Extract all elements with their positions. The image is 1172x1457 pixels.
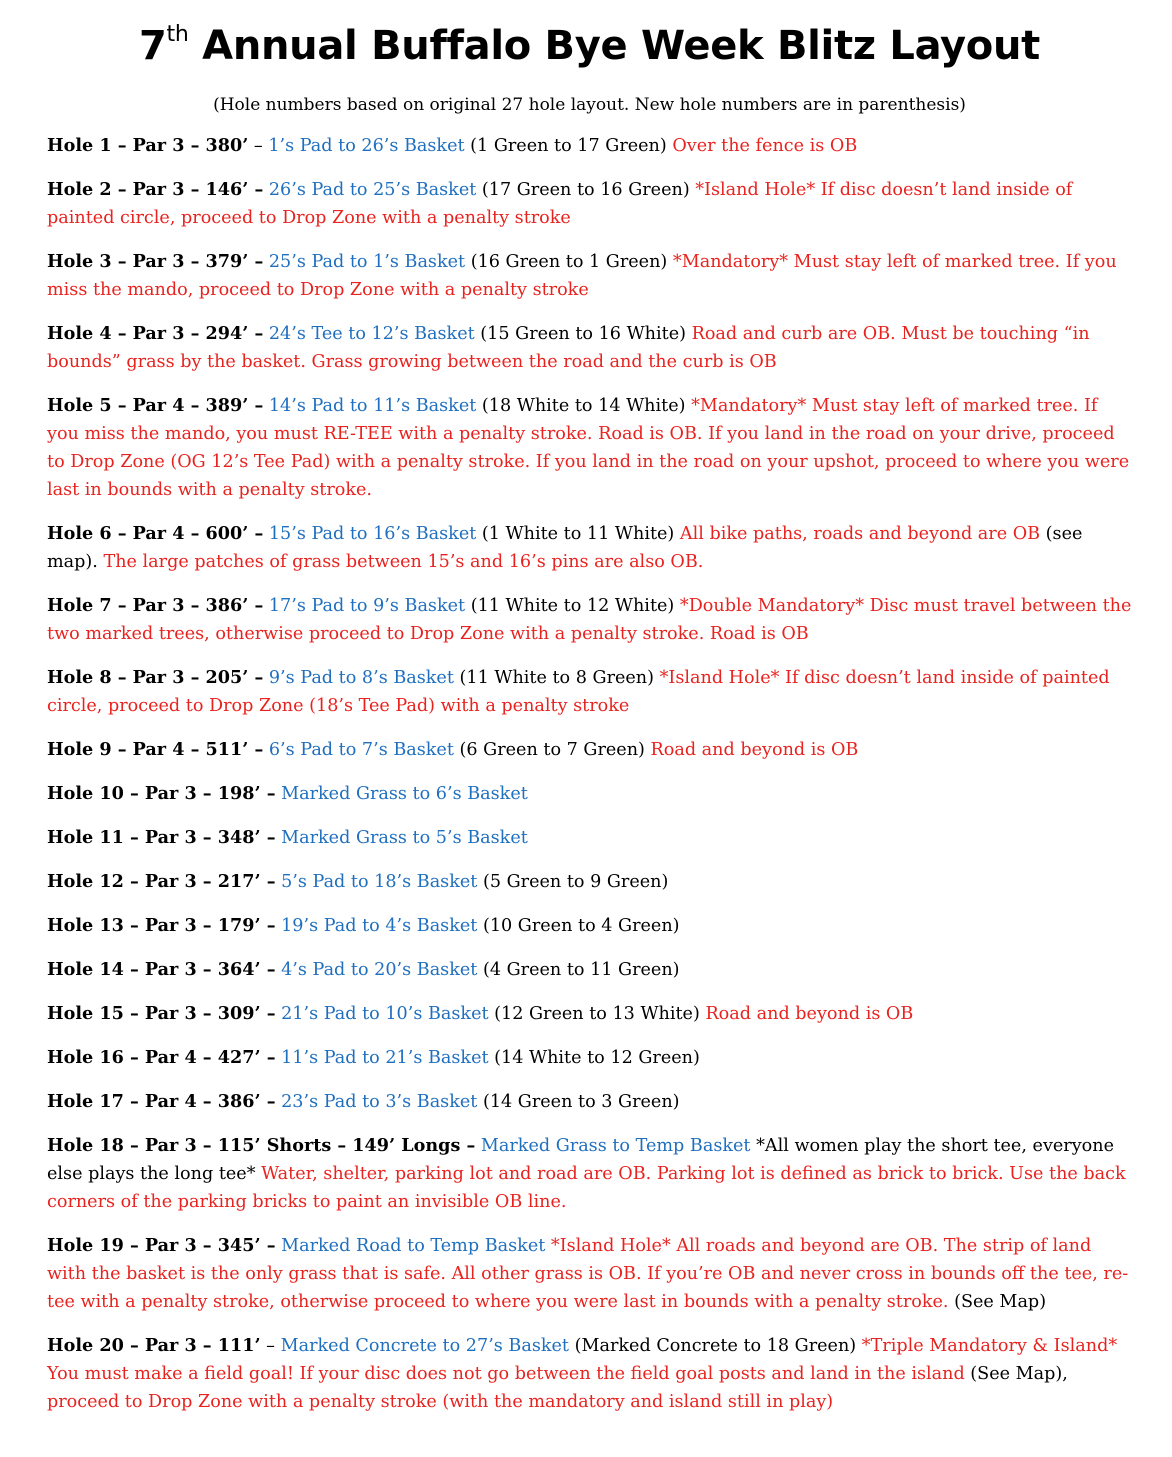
hole-route: Marked Grass to Temp Basket: [475, 1136, 751, 1156]
hole-label: Hole 4 – Par 3 – 294’ –: [47, 323, 264, 344]
hole-entry: [47, 664, 1132, 720]
hole-note: (See Map): [948, 1292, 1047, 1312]
hole-label: Hole 2 – Par 3 – 146’ –: [47, 179, 264, 200]
hole-route: 23’s Pad to 3’s Basket: [275, 1092, 478, 1112]
hole-entry: [47, 912, 1132, 940]
hole-rule: Road and beyond is OB: [705, 1004, 914, 1024]
hole-note: *All women play the short tee, everyone else plays the long tee*: [47, 1136, 1114, 1184]
hole-rule: The large patches of grass between 15’s and 16’s pins are also OB.: [103, 552, 704, 572]
hole-label: Hole 8 – Par 3 – 205’ –: [47, 667, 264, 688]
hole-label: Hole 12 – Par 3 – 217’ –: [47, 871, 276, 892]
hole-rule: Over the fence is OB: [672, 136, 858, 156]
hole-label: Hole 3 – Par 3 – 379’ –: [47, 251, 264, 272]
hole-entry: [47, 592, 1132, 648]
hole-note: (Marked Concrete to 18 Green): [569, 1336, 862, 1356]
hole-route: 14’s Pad to 11’s Basket: [263, 396, 477, 416]
hole-route: 17’s Pad to 9’s Basket: [263, 596, 466, 616]
hole-label: Hole 16 – Par 4 – 427’ –: [47, 1047, 276, 1068]
hole-note: –: [248, 136, 269, 156]
hole-rule: *Triple Mandatory & Island* You must make a field goal! If your disc does not go between the field goal posts and land in the island: [47, 1336, 1118, 1384]
hole-route: 21’s Pad to 10’s Basket: [275, 1004, 489, 1024]
hole-rule: *Mandatory* Must stay left of marked tree. If you miss the mando, you must RE-TEE with a penalty stroke. Road is OB. If you land in the road on your drive, proceed to Drop Zone (OG 12’s Tee Pad) with a penalty stroke. If you land in the road on your upshot, proceed to where you were last in bounds with a penalty stroke.: [47, 396, 1130, 500]
hole-rule: *Mandatory* Must stay left of marked tree. If you miss the mando, proceed to Drop Zone with a penalty stroke: [47, 252, 1117, 300]
hole-entry: [47, 736, 1132, 764]
hole-rule: proceed to Drop Zone with a penalty stroke (with the mandatory and island still in play): [47, 1392, 834, 1412]
page-title: [47, 18, 1132, 74]
hole-route: 4’s Pad to 20’s Basket: [275, 960, 478, 980]
title-superscript: th: [166, 22, 189, 47]
hole-entry: [47, 1232, 1132, 1316]
hole-entry: [47, 1088, 1132, 1116]
hole-route: Marked Grass to 6’s Basket: [275, 784, 528, 804]
title-text-pre: 7: [139, 23, 167, 69]
hole-note: (10 Green to 4 Green): [477, 916, 680, 936]
hole-label: Hole 20 – Par 3 – 111’: [47, 1335, 261, 1356]
hole-entry: [47, 392, 1132, 504]
hole-route: Marked Concrete to 27’s Basket: [280, 1336, 570, 1356]
hole-label: Hole 6 – Par 4 – 600’ –: [47, 523, 264, 544]
hole-note: (16 Green to 1 Green): [465, 252, 673, 272]
hole-rule: *Island Hole* If disc doesn’t land inside of painted circle, proceed to Drop Zone with a penalty stroke: [47, 180, 1073, 228]
hole-route: 24’s Tee to 12’s Basket: [263, 324, 475, 344]
hole-route: 5’s Pad to 18’s Basket: [275, 872, 478, 892]
hole-rule: All bike paths, roads and beyond are OB: [679, 524, 1041, 544]
hole-note: (1 Green to 17 Green): [464, 136, 673, 156]
hole-label: Hole 15 – Par 3 – 309’ –: [47, 1003, 276, 1024]
hole-note: (see map).: [47, 524, 1083, 572]
hole-route: 1’s Pad to 26’s Basket: [268, 136, 465, 156]
hole-note: (6 Green to 7 Green): [453, 740, 651, 760]
hole-route: Marked Road to Temp Basket: [275, 1236, 546, 1256]
hole-route: 6’s Pad to 7’s Basket: [263, 740, 454, 760]
hole-label: Hole 14 – Par 3 – 364’ –: [47, 959, 276, 980]
hole-label: Hole 7 – Par 3 – 386’ –: [47, 595, 264, 616]
hole-note: –: [260, 1336, 281, 1356]
hole-note: (See Map),: [964, 1364, 1068, 1384]
hole-route: 26’s Pad to 25’s Basket: [263, 180, 477, 200]
hole-route: 9’s Pad to 8’s Basket: [263, 668, 454, 688]
hole-label: Hole 13 – Par 3 – 179’ –: [47, 915, 276, 936]
hole-rule: Road and curb are OB. Must be touching “in bounds” grass by the basket. Grass growing between the road and the curb is OB: [47, 324, 1090, 372]
hole-label: Hole 1 – Par 3 – 380’: [47, 135, 249, 156]
hole-label: Hole 19 – Par 3 – 345’ –: [47, 1235, 276, 1256]
hole-entry: [47, 248, 1132, 304]
hole-entry: [47, 320, 1132, 376]
hole-route: 15’s Pad to 16’s Basket: [263, 524, 477, 544]
hole-label: Hole 9 – Par 4 – 511’ –: [47, 739, 264, 760]
hole-note: (14 Green to 3 Green): [477, 1092, 680, 1112]
hole-rule: *Double Mandatory* Disc must travel between the two marked trees, otherwise proceed to Drop Zone with a penalty stroke. Road is OB: [47, 596, 1132, 644]
hole-route: 19’s Pad to 4’s Basket: [275, 916, 478, 936]
hole-note: (12 Green to 13 White): [488, 1004, 706, 1024]
hole-rule: Road and beyond is OB: [650, 740, 859, 760]
hole-entry: [47, 956, 1132, 984]
hole-rule: *Island Hole* If disc doesn’t land inside of painted circle, proceed to Drop Zone (18’s Tee Pad) with a penalty stroke: [47, 668, 1110, 716]
hole-note: (15 Green to 16 White): [474, 324, 692, 344]
hole-rule: *Island Hole* All roads and beyond are OB. The strip of land with the basket is the only grass that is safe. All other grass is OB. If you’re OB and never cross in bounds off the tee, re-tee with a penalty stroke, otherwise proceed to where you were last in bounds with a penalty stroke.: [47, 1236, 1129, 1312]
hole-entry: [47, 824, 1132, 852]
hole-entry: [47, 176, 1132, 232]
hole-entry: [47, 1044, 1132, 1072]
hole-route: Marked Grass to 5’s Basket: [275, 828, 528, 848]
hole-note: (4 Green to 11 Green): [477, 960, 680, 980]
hole-rule: Water, shelter, parking lot and road are OB. Parking lot is defined as brick to brick. Use the back corners of the parking bricks to paint an invisible OB line.: [47, 1164, 1126, 1212]
hole-entry: [47, 868, 1132, 896]
hole-entry: [47, 1332, 1132, 1416]
hole-note: (1 White to 11 White): [476, 524, 680, 544]
hole-label: Hole 5 – Par 4 – 389’ –: [47, 395, 264, 416]
hole-route: 25’s Pad to 1’s Basket: [263, 252, 466, 272]
hole-note: (18 White to 14 White): [476, 396, 692, 416]
hole-note: (5 Green to 9 Green): [477, 872, 669, 892]
hole-entry: [47, 520, 1132, 576]
page-subtitle: (Hole numbers based on original 27 hole layout. New hole numbers are in parenthesis): [213, 95, 966, 115]
hole-note: (14 White to 12 Green): [488, 1048, 700, 1068]
hole-note: (11 White to 8 Green): [453, 668, 660, 688]
hole-entry: [47, 780, 1132, 808]
hole-entry: [47, 132, 1132, 160]
hole-note: (17 Green to 16 Green): [476, 180, 696, 200]
hole-label: Hole 18 – Par 3 – 115’ Shorts – 149’ Longs –: [47, 1135, 476, 1156]
title-text-post: Annual Buffalo Bye Week Blitz Layout: [188, 23, 1040, 69]
hole-note: (11 White to 12 White): [465, 596, 680, 616]
hole-route: 11’s Pad to 21’s Basket: [275, 1048, 489, 1068]
hole-entry: [47, 1132, 1132, 1216]
hole-entry: [47, 1000, 1132, 1028]
hole-list: [47, 132, 1132, 1416]
hole-label: Hole 17 – Par 4 – 386’ –: [47, 1091, 276, 1112]
hole-label: Hole 11 – Par 3 – 348’ –: [47, 827, 276, 848]
hole-label: Hole 10 – Par 3 – 198’ –: [47, 783, 276, 804]
